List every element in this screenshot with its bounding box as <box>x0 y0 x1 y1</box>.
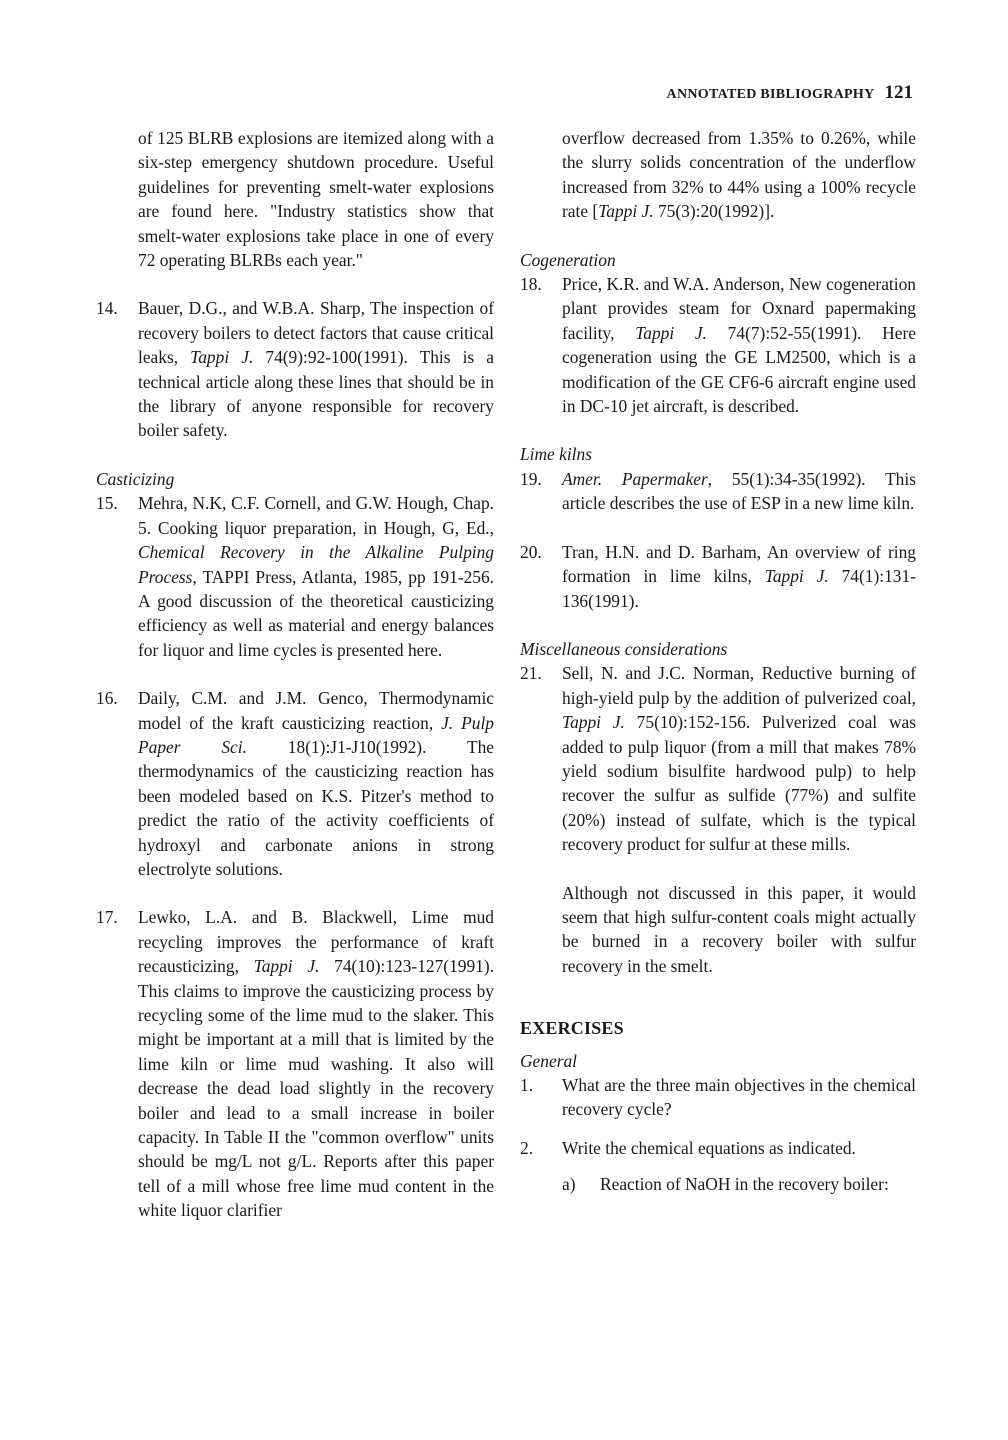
entry-text: Sell, N. and J.C. Norman, Reductive burning of high-yield pulp by the addition of pulverized coal, Tappi J. 75(10):152-156. Pulverized coal was added to pulp liquor (from a mill that makes 78% yield sodium bisulfite hardwood pulp) to help recover the sulfur as sulfide (77%) and sulfite (20%) instead of sulfate, which is the typical recovery product for sulfur at these mills. <box>562 663 916 855</box>
entry-number: 15. <box>96 493 118 514</box>
exercise-number: 2. <box>520 1137 534 1158</box>
entry-17-continuation: overflow decreased from 1.35% to 0.26%, while the slurry solids concentration of the underflow increased from 32% to 44% using a 100% recycle rate [Tappi J. 75(3):20(1992)]. <box>562 128 916 222</box>
entry-number: 20. <box>520 541 542 562</box>
entry-16 <box>96 686 494 881</box>
entry-number: 21. <box>520 663 542 684</box>
entry-text: Lewko, L.A. and B. Blackwell, Lime mud recycling improves the performance of kraft recausticizing, Tappi J. 74(10):123-127(1991). This claims to improve the causticizing process by recycling some of the lime mud to the slaker. This might be important at a mill that is limited by the lime kiln or lime mud washing. It also will decrease the dead load slightly in the recovery boiler and lead to a small increase in boiler capacity. In Table II the "common overflow" units should be mg/L not g/L. Reports after this paper tell of a mill whose free lime mud content in the white liquor clarifier <box>138 907 495 1221</box>
exercise-2a <box>520 1172 916 1196</box>
section-heading-cogeneration: Cogeneration <box>520 249 616 270</box>
exercise-1 <box>520 1073 916 1122</box>
entry-number: 19. <box>520 468 542 489</box>
exercise-number: 1. <box>520 1075 534 1095</box>
entry-20 <box>520 540 916 613</box>
right-column <box>520 126 916 1197</box>
subitem-text: Reaction of NaOH in the recovery boiler: <box>600 1174 889 1195</box>
entry-21 <box>520 661 916 856</box>
entry-number: 14. <box>96 298 118 319</box>
entry-13-continuation: of 125 BLRB explosions are itemized along with a six-step emergency shutdown procedure. Useful guidelines for preventing smelt-water explosions are found here. "Industry statistics show that smelt-water explosions take place in one of every 72 operating BLRBs each year." <box>138 128 494 271</box>
running-title: ANNOTATED BIBLIOGRAPHY <box>666 87 875 102</box>
entry-15 <box>96 491 494 662</box>
running-header <box>667 82 913 104</box>
page-number: 121 <box>884 82 913 103</box>
entry-text: Amer. Papermaker, 55(1):34-35(1992). This article describes the use of ESP in a new lime kiln. <box>562 468 916 514</box>
entry-21-note: Although not discussed in this paper, it would seem that high sulfur-content coals might actually be burned in a recovery boiler with sulfur recovery in the smelt. <box>562 882 916 976</box>
section-heading-lime-kilns: Lime kilns <box>520 444 592 465</box>
section-heading-general: General <box>520 1050 577 1071</box>
exercise-text: Write the chemical equations as indicated. <box>562 1137 856 1158</box>
entry-text: Daily, C.M. and J.M. Genco, Thermodynamic model of the kraft causticizing reaction, J. Pulp Paper Sci. 18(1):J1-J10(1992). The thermodynamics of the causticizing reaction has been modeled based on K.S. Pitzer's method to predict the ratio of the activity coefficients of hydroxyl and carbonate anions in strong electrolyte solutions. <box>138 688 494 879</box>
entry-19 <box>520 467 916 516</box>
section-heading-causticizing: Casticizing <box>96 468 175 489</box>
left-column <box>96 126 494 1223</box>
exercises-title: EXERCISES <box>520 1018 624 1039</box>
entry-14 <box>96 296 494 442</box>
entry-text: Mehra, N.K, C.F. Cornell, and G.W. Hough, Chap. 5. Cooking liquor preparation, in Hough, G, Ed., Chemical Recovery in the Alkaline Pulping Process, TAPPI Press, Atlanta, 1985, pp 191-256. A good discussion of the theoretical causticizing efficiency as well as material and energy balances for liquor and lime cycles is presented here. <box>138 493 494 660</box>
entry-18 <box>520 272 916 418</box>
entry-number: 17. <box>96 907 118 928</box>
entry-text: Tran, H.N. and D. Barham, An overview of ring formation in lime kilns, Tappi J. 74(1):131-136(1991). <box>562 541 916 611</box>
exercise-text: What are the three main objectives in the chemical recovery cycle? <box>562 1075 916 1120</box>
entry-17 <box>96 905 494 1222</box>
entry-number: 16. <box>96 688 118 709</box>
exercise-2 <box>520 1136 916 1160</box>
entry-text: Bauer, D.G., and W.B.A. Sharp, The inspection of recovery boilers to detect factors that cause critical leaks, Tappi J. 74(9):92-100(1991). This is a technical article along these lines that should be in the library of anyone responsible for recovery boiler safety. <box>138 298 494 441</box>
entry-number: 18. <box>520 274 542 295</box>
entry-text: Price, K.R. and W.A. Anderson, New cogeneration plant provides steam for Oxnard papermaking facility, Tappi J. 74(7):52-55(1991). Here cogeneration using the GE LM2500, which is a modification of the GE CF6-6 aircraft engine used in DC-10 jet aircraft, is described. <box>562 274 916 417</box>
section-heading-miscellaneous: Miscellaneous considerations <box>520 638 728 659</box>
subitem-label: a) <box>562 1174 576 1195</box>
